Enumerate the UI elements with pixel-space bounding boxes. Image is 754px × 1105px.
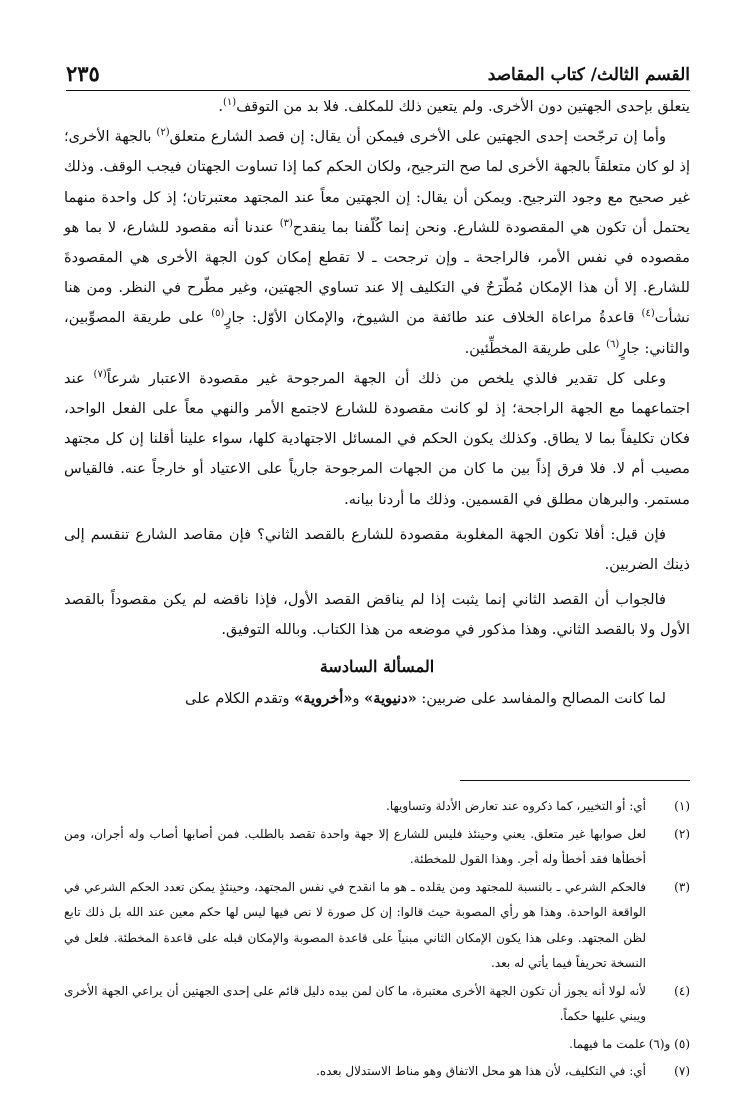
footnote-number: (٥) و(٦) (648, 1036, 690, 1051)
paragraph-text: وأما إن ترجّحت إحدى الجهتين على الأخرى فيمكن أن يقال: إن قصد الشارع متعلق (169, 128, 666, 146)
footnote-number: (١) (674, 799, 690, 813)
footnote-7 (64, 1059, 690, 1085)
footnote-ref-5[interactable]: (٥) (211, 308, 225, 320)
footnote-3 (64, 875, 690, 977)
paragraph-4: فإن قيل: أفلا تكون الجهة المغلوبة مقصودة للشارع بالقصد الثاني؟ فإن مقاصد الشارع تنقسم إلى ذينك الضربين. (64, 525, 690, 574)
footnote-text: أي: أو التخيير، كما ذكروه عند تعارض الأدلة وتساويها. (386, 799, 646, 813)
paragraph-1 (64, 92, 690, 122)
footnotes (64, 794, 690, 1087)
paragraph-text: وتقدم الكلام على (185, 689, 295, 707)
paragraph-text: بالجهة الأخرى؛ إذ لو كان متعلقاً بالجهة الأخرى لما صح الترجيح، ولكان الحكم كما إذا تساوت الجهتان فيجب الوقف. وذلك غير صحيح مع وجود الترجيح. ويمكن أن يقال: إن الجهتين معاً عند المجتهد معتبرتان؛ إذ كل واحدة منهما يحتمل أن تكون هي المقصودة للشارع. ونحن إنما كُلّفنا بما ينقدح (64, 128, 690, 236)
paragraph-text: لما كانت المصالح والمفاسد على ضربين: (416, 689, 666, 707)
footnote-text: علمت ما فيهما. (569, 1036, 646, 1051)
paragraph-text: . (218, 98, 223, 115)
footnote-ref-7[interactable]: (٧) (93, 368, 107, 380)
paragraph-text: عند اجتماعهما مع الجهة الراجحة؛ إذ لو كانت مقصودة للشارع لاجتمع الأمر والنهي معاً على الفعل الواحد، فكان تكليفاً بما لا يطاق. وكذلك يكون الحكم في المسائل الاجتهادية كلها، سواء علينا أقلنا إن كل مجتهد مصيب أم لا. فلا فرق إذاً بين ما كان من الجهات المرجوحة جارياً على الاعتياد أو خارجاً عنه. فالقياس مستمر. والبرهان مطلق في القسمين. وذلك ما أردنا بيانه. (64, 369, 690, 508)
main-text (64, 92, 690, 714)
running-title: القسم الثالث/ كتاب المقاصد (487, 65, 690, 85)
paragraph-text: و (352, 689, 365, 707)
footnote-ref-4[interactable]: (٤) (641, 308, 655, 320)
footnote-ref-3[interactable]: (٣) (279, 217, 293, 229)
footnote-1 (64, 794, 690, 820)
footnote-ref-1[interactable]: (١) (223, 97, 237, 109)
footnote-5-6 (64, 1032, 690, 1058)
footnote-number: (٢) (674, 826, 690, 841)
paragraph-text: يتعلق بإحدى الجهتين دون الأخرى. ولم يتعين ذلك للمكلف. فلا بد من التوقف (236, 98, 690, 115)
footnote-separator (460, 780, 690, 781)
paragraph-text: على طريقة المخطِّئين. (464, 339, 607, 357)
footnote-number: (٣) (674, 879, 690, 894)
paragraph-text: وعلى كل تقدير فالذي يلخص من ذلك أن الجهة المرجوحة غير مقصودة الاعتبار شرعاً (106, 369, 666, 387)
page-number: ٢٣٥ (66, 61, 100, 86)
paragraph-5: فالجواب أن القصد الثاني إنما يثبت إذا لم يناقض القصد الأول، فإذا ناقضه لم يكن مقصوداً بالقصد الأول ولا بالقصد الثاني. وهذا مذكور في موضعه من هذا الكتاب. وبالله التوفيق. (64, 591, 690, 639)
page-header (66, 56, 690, 91)
footnote-2 (64, 822, 690, 873)
footnote-text: لعل صوابها غير متعلق. يعني وحينئذ فليس للشارع إلا جهة واحدة تقصد بالطلب. فمن أصابها أصاب وله أجران، ومن أخطأها فقد أخطأ وله أجر. وهذا القول للمخطئة. (64, 826, 646, 866)
footnote-text: لأنه لولا أنه يجوز أن تكون الجهة الأخرى معتبرة، ما كان لمن بيده دليل قائم على إحدى الجهتين أن يراعي الجهة الأخرى ويبني عليها حكماً. (64, 983, 646, 1023)
footnote-number: (٧) (674, 1064, 690, 1078)
footnote-4 (64, 979, 690, 1030)
term-otherworldly: «أخروية» (294, 689, 353, 707)
paragraph-text: على طريقة المصوِّبين، والثاني: جارٍ (64, 309, 690, 357)
paragraph-text: قاعدةُ مراعاة الخلاف عند طائفة من الشيوخ، والإمكان الأوّل: جارٍ (224, 309, 642, 327)
footnote-ref-2[interactable]: (٢) (156, 127, 170, 139)
footnote-ref-6[interactable]: (٦) (606, 338, 620, 350)
footnote-number: (٤) (674, 983, 690, 998)
section-title: المسألة السادسة (319, 656, 435, 676)
paragraph-text: عندنا أنه مقصود للشارع، لا بما هو مقصوده في نفس الأمر، فالراجحة ـ وإن ترجحت ـ لا تقطع إمكان كون الجهة الأخرى هي المقصودةَ للشارع. إلا أن هذا الإمكان مُطّرَحٌ في التكليف إلا عند تساوي الجهتين، وغير مطّرح في النظر. ومن هنا نشأت (64, 218, 690, 327)
footnote-text: فالحكم الشرعي ـ بالنسبة للمجتهد ومن يقلده ـ هو ما انقدح في نفس المجتهد، وحينئذٍ يمكن تعدد الحكم الشرعي في الواقعة الواحدة. وهذا هو رأي المصوبة حيث قالوا: إن كل صورة لا نص فيها ليس لها حكم معين عند الله بل ذلك تابع لظن المجتهد. وعلى هذا يكون الإمكان الثاني مبنياً على قاعدة المصوبة والإمكان قبله على قاعدة المخطئة. فلعل في النسخة تحريفاً فيما يأتي له بعد. (64, 879, 646, 970)
paragraph-3 (64, 364, 690, 515)
paragraph-6 (64, 684, 690, 714)
paragraph-2 (64, 122, 690, 364)
footnote-text: أي: في التكليف، لأن هذا هو محل الاتفاق وهو مناط الاستدلال بعده. (316, 1064, 646, 1078)
term-worldly: «دنيوية» (364, 689, 417, 707)
